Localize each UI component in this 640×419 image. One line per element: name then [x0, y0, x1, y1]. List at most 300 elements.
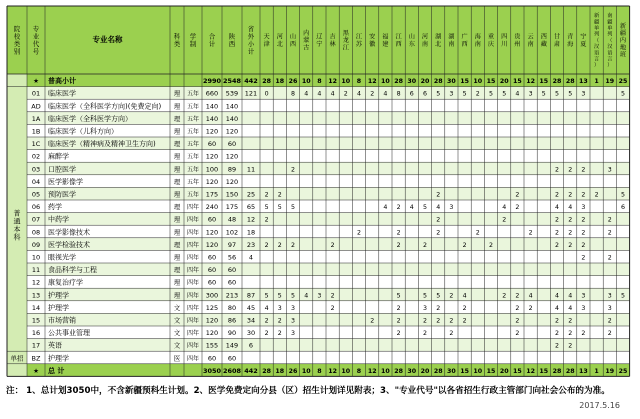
cell-out: 87 — [246, 291, 256, 300]
svg-text:肃: 肃 — [553, 40, 561, 48]
cell-province-value: 2 — [554, 342, 560, 350]
cell-province-value: 4 — [264, 304, 269, 312]
cell-xuezhi: 五年 — [186, 115, 200, 123]
cell-name: 临床医学 — [48, 89, 76, 98]
cell-province-value: 12 — [328, 78, 337, 86]
row-background — [27, 250, 630, 263]
svg-text:）: ） — [593, 62, 600, 69]
cell-province-value: 28 — [262, 367, 271, 375]
cell-province-value: 2 — [607, 330, 612, 338]
cell-province-value: 3 — [317, 292, 322, 300]
cell-province-value: 8 — [317, 78, 322, 86]
header-province — [567, 33, 574, 48]
svg-text:校: 校 — [13, 32, 21, 41]
date-stamp: 2017.5.16 — [579, 401, 620, 410]
cell-province-value: 19 — [605, 78, 615, 86]
cell-local: 120 — [225, 177, 239, 186]
cell-province-value: 25 — [618, 367, 628, 375]
cell-out: 45 — [246, 303, 256, 312]
cell-province-value: 28 — [394, 367, 403, 375]
header-province — [620, 22, 627, 59]
row-background — [27, 225, 630, 238]
cell-province-value: 8 — [356, 367, 362, 375]
svg-text:学: 学 — [189, 32, 197, 41]
cell-kelei: 理 — [173, 203, 181, 212]
svg-text:（: （ — [593, 37, 600, 44]
svg-text:河: 河 — [276, 33, 283, 41]
cell-local: 120 — [225, 152, 239, 161]
cell-province-value: 4 — [515, 90, 520, 98]
cell-province-value: 2 — [436, 191, 441, 199]
cell-code: 14 — [31, 303, 41, 312]
cell-name: 口腔医学 — [48, 165, 76, 174]
cell-total: 2990 — [202, 77, 222, 86]
cell-kelei: 理 — [173, 114, 181, 123]
cell-province-value: 3 — [528, 90, 533, 98]
cell-province-value: 12 — [367, 78, 377, 86]
row-background — [27, 276, 630, 289]
cell-xuezhi: 四年 — [186, 279, 200, 287]
cell-province-value: 28 — [552, 367, 562, 375]
cell-code: 01 — [31, 89, 41, 98]
cell-province-value: 12 — [526, 78, 535, 86]
cell-out: 11 — [246, 165, 256, 174]
header-province — [316, 33, 322, 48]
row-background — [27, 87, 630, 100]
cell-code: 10 — [31, 253, 41, 262]
row-background — [27, 288, 630, 301]
cell-province-value: 4 — [502, 204, 507, 212]
cell-province-value: 2 — [554, 216, 560, 224]
cell-province-value: 2 — [277, 241, 282, 249]
svg-text:内: 内 — [303, 29, 310, 37]
header-out — [248, 24, 255, 56]
cell-kelei: 理 — [173, 291, 181, 300]
svg-text:福: 福 — [382, 33, 389, 41]
cell-kelei: 文 — [173, 316, 181, 325]
cell-province-value: 3 — [581, 292, 586, 300]
svg-text:疆: 疆 — [607, 19, 613, 26]
cell-province-value: 2 — [462, 241, 467, 249]
cell-code: ★ — [33, 366, 39, 375]
cell-xuezhi: 四年 — [186, 229, 200, 237]
row-background — [27, 200, 630, 213]
cell-local: 86 — [227, 316, 237, 325]
svg-text:南: 南 — [607, 13, 613, 20]
cell-name: 食品科学与工程 — [48, 266, 97, 275]
cell-province-value: 2 — [607, 216, 612, 224]
cell-province-value: 15 — [513, 78, 522, 86]
cell-province-value: 5 — [422, 204, 428, 212]
cell-province-value: 2 — [436, 317, 441, 325]
cell-province-value: 2 — [515, 317, 520, 325]
cell-local: 213 — [225, 291, 239, 300]
cell-name: 中药学 — [48, 215, 69, 224]
cell-code: 03 — [31, 165, 41, 174]
cell-xuezhi: 五年 — [186, 128, 200, 136]
svg-text:四: 四 — [501, 33, 508, 41]
svg-text:合: 合 — [208, 32, 216, 41]
svg-text:计: 计 — [208, 40, 216, 48]
cell-province-value: 2 — [515, 191, 520, 199]
svg-text:苏: 苏 — [355, 40, 363, 48]
cell-province-value: 12 — [328, 367, 337, 375]
cell-province-value: 3 — [607, 292, 612, 300]
cell-province-value: 2 — [343, 90, 348, 98]
cell-province-value: 2 — [396, 304, 401, 312]
cell-province-value: 5 — [568, 90, 573, 98]
cell-province-value: 2 — [290, 166, 296, 174]
cell-total: 60 — [207, 215, 217, 224]
cell-province-value: 2 — [554, 241, 560, 249]
cell-province-value: 2 — [607, 229, 612, 237]
cell-name: 医学影像学 — [48, 177, 83, 186]
cell-code: 13 — [31, 291, 41, 300]
cell-kelei: 理 — [173, 140, 181, 149]
row-background — [27, 187, 630, 200]
cell-province-value: 28 — [262, 78, 271, 86]
header-province — [382, 33, 389, 48]
row-background — [27, 351, 630, 364]
cell-kelei: 理 — [173, 152, 181, 161]
cell-code: 12 — [31, 278, 41, 287]
header-province — [475, 33, 482, 48]
header-province — [488, 33, 494, 48]
cell-province-value: 20 — [499, 78, 509, 86]
cell-name: 临床医学（精神病及精神卫生方向) — [48, 140, 156, 149]
cell-province-value: 5 — [290, 204, 296, 212]
svg-text:地: 地 — [619, 44, 627, 52]
cell-province-value: 4 — [304, 90, 309, 98]
cell-code: ★ — [33, 77, 39, 86]
cell-province-value: 3 — [607, 166, 612, 174]
cell-province-value: 2 — [264, 317, 269, 325]
cell-out: 18 — [246, 228, 256, 237]
cell-province-value: 2 — [554, 229, 560, 237]
cell-province-value: 4 — [568, 204, 573, 212]
cell-province-value: 3 — [581, 304, 586, 312]
cell-province-value: 28 — [565, 78, 575, 86]
cell-province-value: 30 — [407, 367, 417, 375]
svg-text:西: 西 — [289, 40, 297, 48]
cell-province-value: 2 — [528, 304, 533, 312]
cell-province-value: 3 — [422, 304, 428, 312]
cell-province-value: 2 — [356, 229, 362, 237]
svg-text:南: 南 — [421, 40, 429, 48]
cell-province-value: 2 — [515, 304, 520, 312]
cell-province-value: 18 — [275, 367, 285, 375]
svg-text:）: ） — [607, 62, 613, 69]
cell-province-value: 2 — [277, 317, 282, 325]
cell-code: 1B — [31, 127, 41, 136]
cell-province-value: 2 — [264, 241, 269, 249]
cell-name: 药学 — [48, 203, 62, 212]
svg-text:西: 西 — [395, 40, 402, 48]
cell-xuezhi: 四年 — [186, 254, 200, 262]
header-province — [594, 11, 600, 69]
cell-local: 140 — [225, 114, 239, 123]
svg-text:辽: 辽 — [316, 33, 323, 41]
svg-text:陕: 陕 — [228, 32, 236, 41]
svg-text:类: 类 — [13, 40, 21, 48]
cell-province-value: 2 — [436, 304, 441, 312]
cell-province-value: 5 — [436, 90, 441, 98]
svg-text:海: 海 — [567, 40, 574, 48]
cell-province-value: 5 — [488, 90, 494, 98]
cell-xuezhi: 四年 — [186, 204, 200, 212]
svg-text:别: 别 — [13, 47, 21, 56]
cell-kelei: 理 — [173, 177, 181, 186]
cell-xuezhi: 四年 — [186, 267, 200, 275]
cell-province-value: 2 — [554, 191, 560, 199]
header-province — [343, 29, 350, 51]
cell-province-value: 3 — [290, 330, 296, 338]
cell-total: 660 — [205, 89, 219, 98]
cell-province-value: 15 — [539, 78, 549, 86]
svg-text:湖: 湖 — [448, 33, 455, 41]
header-province — [422, 33, 428, 48]
cell-code: 08 — [31, 228, 41, 237]
svg-text:西: 西 — [461, 40, 468, 48]
header-province — [448, 33, 454, 48]
cell-province-value: 2 — [422, 241, 428, 249]
cell-province-value: 8 — [356, 78, 362, 86]
row-background — [27, 326, 630, 339]
header-category — [14, 24, 21, 56]
cell-province-value: 4 — [568, 304, 573, 312]
cell-xuezhi: 五年 — [186, 90, 200, 98]
cell-out: 4 — [248, 253, 254, 262]
cell-total: 120 — [205, 316, 219, 325]
svg-text:语: 语 — [593, 50, 600, 57]
svg-text:广: 广 — [461, 33, 468, 41]
cell-province-value: 13 — [579, 367, 588, 375]
svg-text:列: 列 — [607, 31, 613, 38]
row-background — [27, 238, 630, 251]
cell-province-value: 2 — [568, 166, 573, 174]
row-background — [27, 150, 630, 163]
cell-xuezhi: 四年 — [186, 241, 200, 249]
cell-province-value: 4 — [383, 90, 388, 98]
cell-province-value: 8 — [396, 90, 401, 98]
cell-kelei: 理 — [173, 190, 181, 199]
cell-out: 23 — [246, 240, 256, 249]
cell-total: 60 — [207, 253, 217, 262]
svg-text:湖: 湖 — [435, 33, 442, 41]
cell-province-value: 2 — [462, 304, 467, 312]
cell-total: 60 — [207, 266, 217, 275]
svg-text:河: 河 — [421, 33, 429, 41]
cell-province-value: 4 — [528, 292, 533, 300]
cell-name: 医学影像技术 — [48, 228, 90, 237]
svg-text:安: 安 — [369, 33, 376, 41]
header-name: 专业名称 — [92, 35, 123, 44]
cell-out: 25 — [246, 190, 256, 199]
svg-text:藏: 藏 — [540, 40, 547, 48]
cell-local: 60 — [227, 278, 237, 287]
cell-province-value: 2 — [264, 191, 269, 199]
cell-province-value: 5 — [502, 90, 507, 98]
cell-code: BZ — [31, 354, 41, 363]
svg-text:内: 内 — [619, 37, 627, 45]
cell-province-value: 2 — [528, 229, 533, 237]
svg-text:山: 山 — [289, 33, 297, 41]
cell-local: 149 — [225, 341, 239, 350]
cell-total: 60 — [207, 278, 217, 287]
svg-text:单: 单 — [607, 25, 613, 32]
row-background — [27, 263, 630, 276]
header-province — [462, 33, 468, 48]
cell-province-value: 8 — [317, 367, 322, 375]
cell-province-value: 5 — [422, 292, 428, 300]
cell-name: 眼视光学 — [48, 253, 76, 262]
cell-province-value: 3 — [277, 304, 282, 312]
cell-province-value: 2 — [554, 317, 560, 325]
cell-total: 300 — [205, 291, 219, 300]
cell-province-value: 5 — [277, 292, 282, 300]
cell-out: 65 — [246, 203, 256, 212]
cell-province-value: 2 — [581, 330, 586, 338]
cell-province-value: 4 — [330, 90, 335, 98]
cell-code: 11 — [31, 266, 41, 275]
cell-province-value: 5 — [620, 90, 626, 98]
cell-name: 护理学 — [48, 291, 69, 300]
svg-text:江: 江 — [355, 33, 363, 41]
cell-province-value: 10 — [301, 78, 311, 86]
cell-province-value: 2 — [568, 330, 573, 338]
cell-total: 140 — [205, 102, 219, 111]
svg-text:言: 言 — [607, 56, 613, 63]
cell-province-value: 30 — [447, 78, 456, 86]
cell-province-value: 10 — [473, 78, 483, 86]
cell-province-value: 2 — [396, 317, 401, 325]
svg-text:东: 东 — [408, 40, 415, 48]
category-alt: 单招 — [10, 354, 24, 363]
cell-kelei: 文 — [173, 329, 181, 338]
cell-province-value: 2 — [581, 229, 586, 237]
cell-name: 公共事业管理 — [48, 329, 90, 338]
cell-province-value: 2 — [581, 191, 586, 199]
cell-name: 康复治疗学 — [48, 278, 83, 287]
cell-province-value: 28 — [552, 78, 562, 86]
svg-text:古: 古 — [303, 44, 310, 52]
cell-province-value: 15 — [539, 367, 549, 375]
header-province — [514, 33, 521, 48]
cell-xuezhi: 四年 — [186, 216, 200, 224]
cell-province-value: 2 — [422, 330, 428, 338]
cell-local: 56 — [227, 253, 237, 262]
header-province — [554, 33, 560, 48]
cell-province-value: 26 — [288, 78, 298, 86]
cell-total: 125 — [205, 303, 219, 312]
cell-province-value: 0 — [264, 90, 269, 98]
cell-province-value: 2 — [568, 191, 573, 199]
cell-total: 60 — [207, 354, 217, 363]
svg-text:号: 号 — [32, 47, 40, 56]
cell-province-value: 3 — [449, 204, 454, 212]
cell-province-value: 2 — [330, 292, 335, 300]
svg-text:通: 通 — [13, 217, 21, 226]
cell-province-value: 2 — [462, 317, 467, 325]
cell-province-value: 2 — [568, 229, 573, 237]
cell-xuezhi: 五年 — [186, 103, 200, 111]
cell-xuezhi: 四年 — [186, 330, 200, 338]
cell-province-value: 2 — [554, 166, 560, 174]
cell-province-value: 3 — [607, 304, 612, 312]
cell-province-value: 2 — [370, 317, 375, 325]
cell-province-value: 2 — [396, 229, 401, 237]
cell-province-value: 4 — [462, 292, 467, 300]
cell-xuezhi: 五年 — [186, 178, 200, 186]
svg-text:建: 建 — [382, 40, 389, 48]
cell-province-value: 10 — [341, 78, 351, 86]
svg-text:科: 科 — [173, 32, 181, 41]
cell-kelei: 理 — [173, 240, 181, 249]
cell-province-value: 5 — [554, 90, 560, 98]
cell-province-value: 6 — [422, 90, 428, 98]
svg-text:重: 重 — [487, 33, 495, 41]
cell-province-value: 20 — [499, 367, 509, 375]
cell-province-value: 15 — [460, 367, 469, 375]
cell-province-value: 2 — [264, 216, 269, 224]
cell-code: 1C — [31, 140, 41, 149]
svg-text:宁: 宁 — [316, 40, 323, 48]
cell-province-value: 28 — [394, 78, 403, 86]
svg-text:海: 海 — [474, 33, 481, 41]
cell-province-value: 5 — [290, 292, 296, 300]
category-main — [14, 209, 21, 242]
cell-province-value: 2 — [607, 317, 612, 325]
cell-province-value: 25 — [618, 78, 628, 86]
cell-province-value: 2 — [594, 191, 599, 199]
cell-province-value: 28 — [433, 367, 443, 375]
cell-province-value: 2 — [515, 330, 520, 338]
cell-province-value: 2 — [396, 241, 401, 249]
cell-province-value: 1 — [594, 78, 599, 86]
cell-kelei: 理 — [173, 215, 181, 224]
cell-province-value: 2 — [449, 317, 454, 325]
header-province — [290, 33, 296, 48]
cell-province-value: 2 — [330, 304, 335, 312]
cell-province-value: 30 — [447, 367, 456, 375]
cell-province-value: 5 — [264, 292, 269, 300]
cell-province-value: 15 — [486, 78, 496, 86]
svg-text:计: 计 — [247, 47, 255, 56]
cell-province-value: 2 — [581, 166, 586, 174]
cell-total: 120 — [205, 127, 219, 136]
svg-text:言: 言 — [593, 56, 600, 63]
svg-text:徽: 徽 — [369, 40, 376, 48]
cell-province-value: 4 — [356, 90, 362, 98]
cell-province-value: 3 — [449, 90, 454, 98]
cell-province-value: 8 — [290, 90, 296, 98]
cell-code: 09 — [31, 240, 41, 249]
cell-province-value: 5 — [436, 292, 441, 300]
svg-text:甘: 甘 — [553, 33, 561, 41]
cell-province-value: 2 — [436, 216, 441, 224]
cell-province-value: 4 — [317, 90, 322, 98]
cell-province-value: 5 — [396, 292, 401, 300]
cell-name: 英语 — [48, 341, 62, 350]
cell-name: 护理学 — [48, 354, 69, 363]
cell-kelei: 理 — [173, 253, 181, 262]
cell-xuezhi: 四年 — [186, 342, 200, 350]
cell-province-value: 5 — [264, 204, 269, 212]
svg-text:西: 西 — [540, 33, 547, 41]
cell-province-value: 2 — [568, 241, 573, 249]
cell-province-value: 2 — [422, 317, 428, 325]
cell-province-value: 20 — [420, 367, 430, 375]
